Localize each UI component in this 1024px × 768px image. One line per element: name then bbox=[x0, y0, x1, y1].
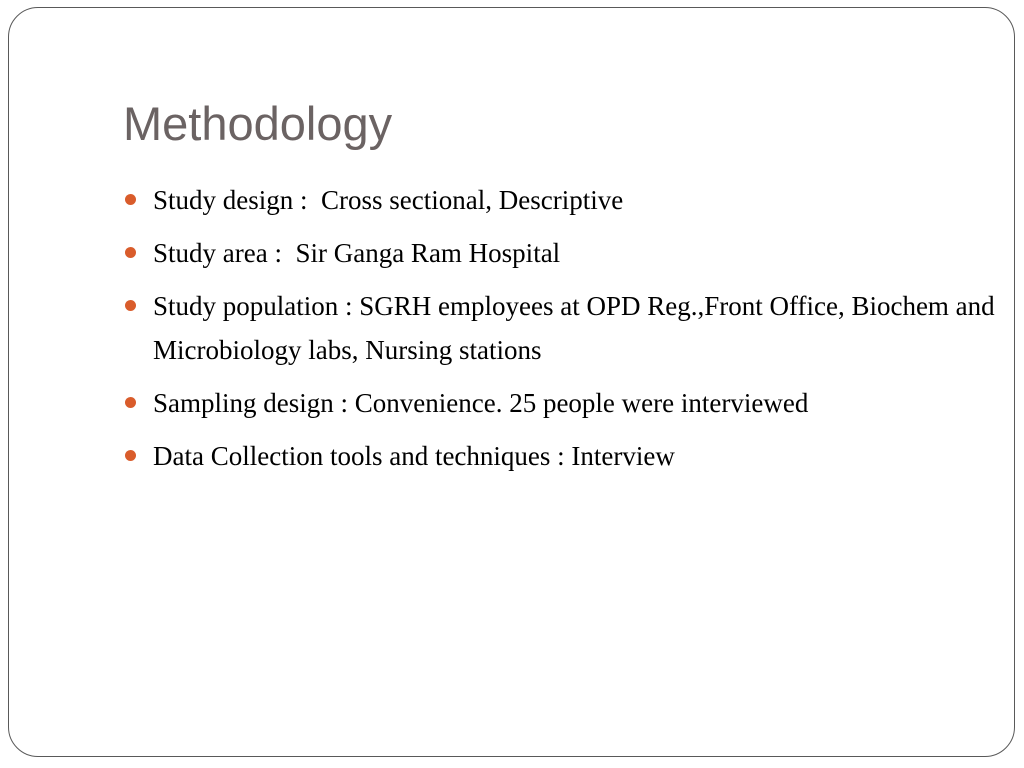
bullet-dot-icon bbox=[125, 450, 136, 461]
bullet-text: Sampling design : Convenience. 25 people were interviewed bbox=[153, 388, 809, 418]
bullet-dot-icon bbox=[125, 397, 136, 408]
bullet-item-sampling-design bbox=[123, 381, 1003, 425]
bullet-dot-icon bbox=[125, 194, 136, 205]
bullet-text: Study population : SGRH employees at OPD Reg.,Front Office, Biochem and Microbiology labs, Nursing stations bbox=[153, 291, 1002, 365]
bullet-item-study-area bbox=[123, 231, 1003, 275]
slide-frame bbox=[8, 7, 1015, 757]
bullet-text: Study design : Cross sectional, Descriptive bbox=[153, 185, 624, 215]
bullet-item-study-population bbox=[123, 284, 1003, 372]
bullet-dot-icon bbox=[125, 247, 136, 258]
bullet-text: Study area : Sir Ganga Ram Hospital bbox=[153, 238, 561, 268]
bullet-list bbox=[123, 178, 1003, 487]
bullet-item-study-design bbox=[123, 178, 1003, 222]
bullet-item-data-collection bbox=[123, 434, 1003, 478]
bullet-dot-icon bbox=[125, 300, 136, 311]
slide-title: Methodology bbox=[123, 97, 393, 150]
bullet-text: Data Collection tools and techniques : Interview bbox=[153, 441, 675, 471]
